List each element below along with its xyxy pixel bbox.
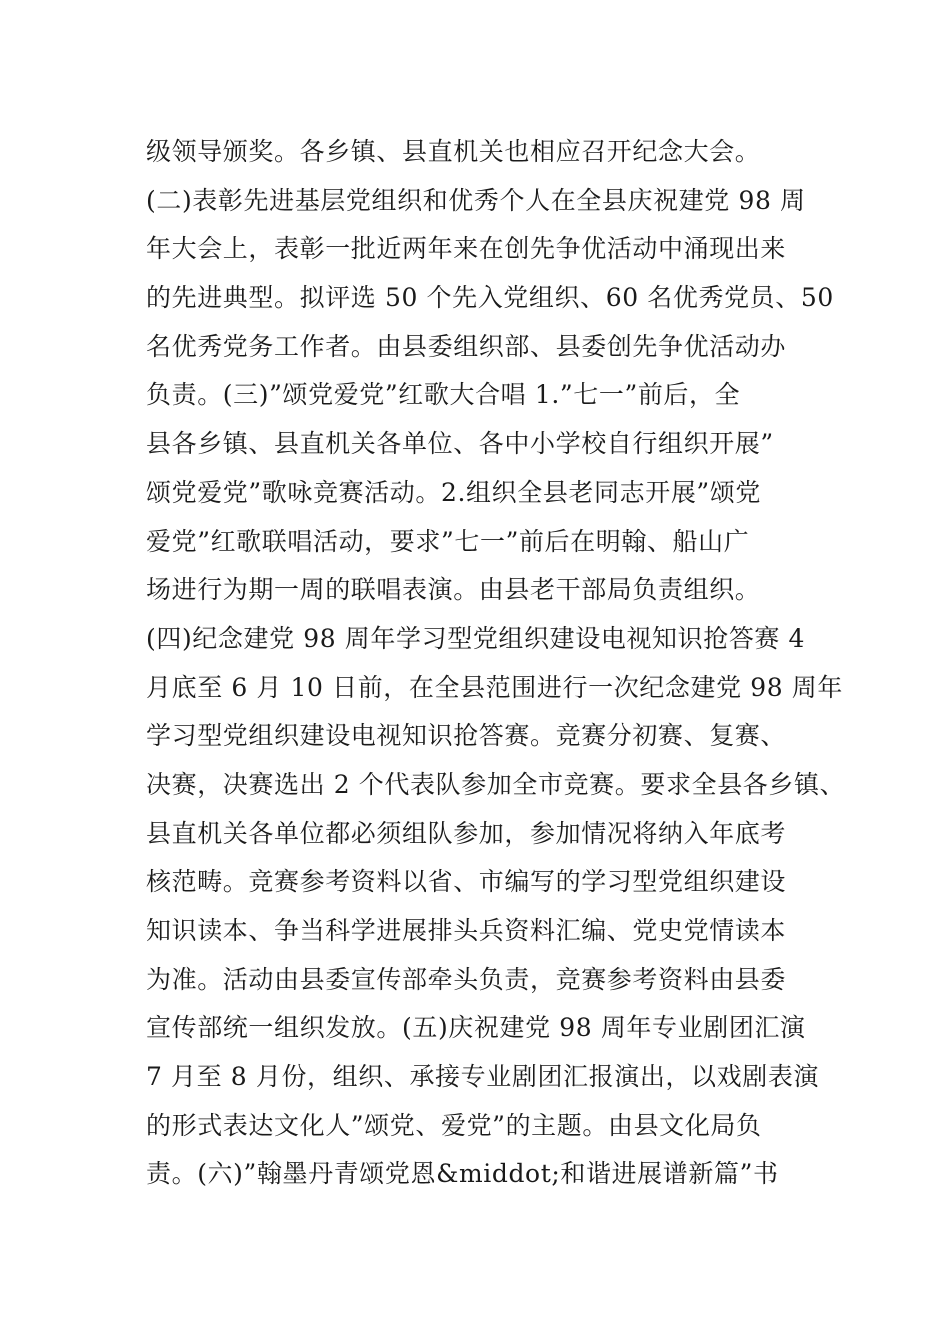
text-line-16: 核范畴。竞赛参考资料以省、市编写的学习型党组织建设 xyxy=(146,867,787,897)
text-line-8: 颂党爱党”歌咏竞赛活动。2.组织全县老同志开展”颂党 xyxy=(146,477,762,507)
text-line-6: 负责。(三)”颂党爱党”红歌大合唱 1.”七一”前后，全 xyxy=(146,380,741,410)
text-line-15: 县直机关各单位都必须组队参加，参加情况将纳入年底考 xyxy=(146,818,787,848)
text-line-11: (四)纪念建党 98 周年学习型党组织建设电视知识抢答赛 4 xyxy=(146,623,806,653)
text-line-1: 级领导颁奖。各乡镇、县直机关也相应召开纪念大会。 xyxy=(146,137,761,166)
text-line-12: 月底至 6 月 10 日前，在全县范围进行一次纪念建党 98 周年 xyxy=(146,672,844,702)
text-line-2: (二)表彰先进基层党组织和优秀个人在全县庆祝建党 98 周 xyxy=(146,185,806,215)
body-text xyxy=(146,128,846,1199)
text-line-13: 学习型党组织建设电视知识抢答赛。竞赛分初赛、复赛、 xyxy=(146,721,787,751)
text-line-4: 的先进典型。拟评选 50 个先入党组织、60 名优秀党员、50 xyxy=(146,283,834,313)
text-line-18: 为准。活动由县委宣传部牵头负责，竞赛参考资料由县委 xyxy=(146,964,787,994)
text-line-7: 县各乡镇、县直机关各单位、各中小学校自行组织开展” xyxy=(146,429,774,459)
text-line-17: 知识读本、争当科学进展排头兵资料汇编、党史党情读本 xyxy=(146,916,787,945)
text-line-20: 7 月至 8 月份，组织、承接专业剧团汇报演出，以戏剧表演 xyxy=(146,1062,820,1092)
text-line-14: 决赛，决赛选出 2 个代表队参加全市竞赛。要求全县各乡镇、 xyxy=(146,769,846,799)
text-line-21: 的形式表达文化人”颂党、爱党”的主题。由县文化局负 xyxy=(146,1110,762,1140)
text-line-22: 责。(六)”翰墨丹青颂党恩&middot;和谐进展谱新篇”书 xyxy=(146,1159,779,1189)
text-line-5: 名优秀党务工作者。由县委组织部、县委创先争优活动办 xyxy=(146,331,787,361)
text-line-9: 爱党”红歌联唱活动，要求”七一”前后在明翰、船山广 xyxy=(146,526,750,556)
text-line-10: 场进行为期一周的联唱表演。由县老干部局负责组织。 xyxy=(146,575,761,605)
text-line-3: 年大会上，表彰一批近两年来在创先争优活动中涌现出来 xyxy=(146,234,787,264)
text-line-19: 宣传部统一组织发放。(五)庆祝建党 98 周年专业剧团汇演 xyxy=(146,1013,806,1043)
